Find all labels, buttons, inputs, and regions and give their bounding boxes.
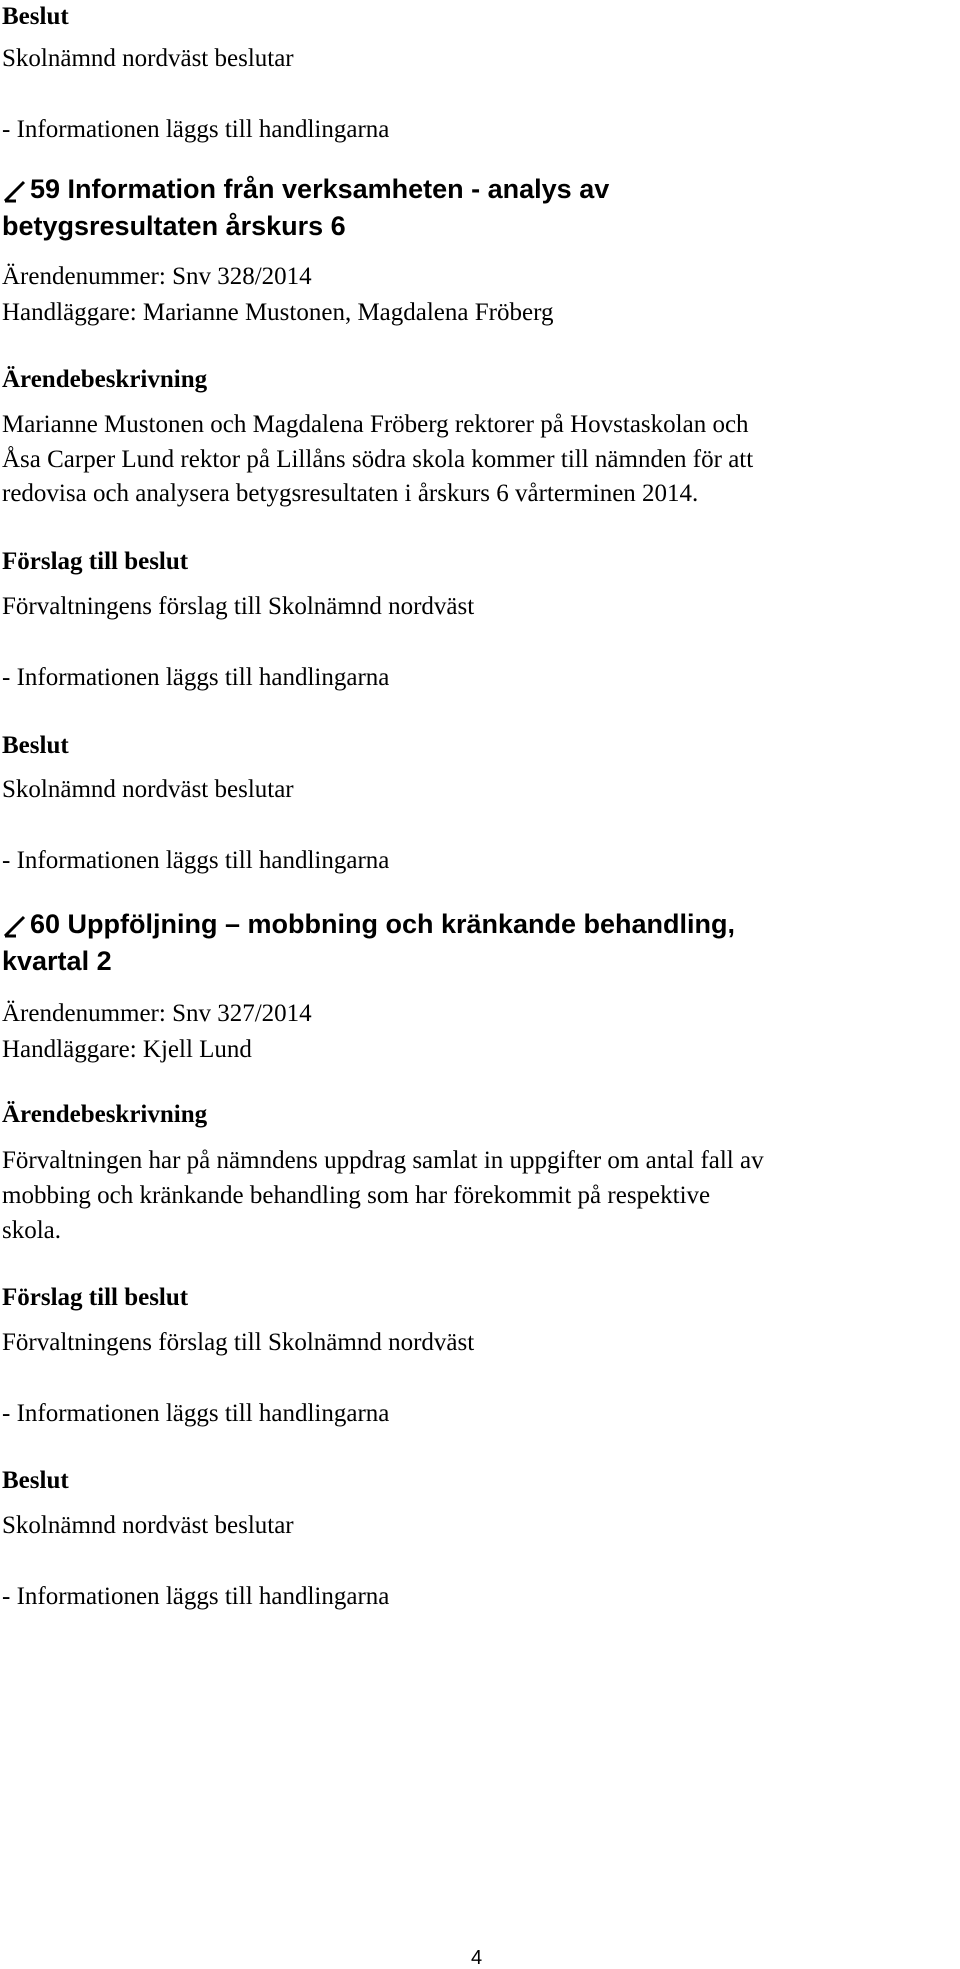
- item-59-proposal-text: Förvaltningens förslag till Skolnämnd nordväst: [2, 593, 475, 620]
- item-59-decision-heading: Beslut: [2, 732, 69, 759]
- item-60-handler: Handläggare: Kjell Lund: [2, 1036, 252, 1063]
- section-marker-icon: [2, 913, 28, 939]
- item-59-proposal-item: - Informationen läggs till handlingarna: [2, 664, 390, 691]
- item-60-description-heading: Ärendebeskrivning: [2, 1101, 208, 1128]
- item-60-description-line: Förvaltningen har på nämndens uppdrag samlat in uppgifter om antal fall av: [2, 1147, 764, 1174]
- item-60-title-continued: kvartal 2: [2, 946, 112, 976]
- item-60-description-line: mobbing och kränkande behandling som har förekommit på respektive: [2, 1182, 711, 1209]
- decision-text: Skolnämnd nordväst beslutar: [2, 45, 294, 72]
- item-59-case-number: Ärendenummer: Snv 328/2014: [2, 263, 312, 290]
- item-59-title-continued: betygsresultaten årskurs 6: [2, 211, 346, 241]
- item-60-proposal-heading: Förslag till beslut: [2, 1284, 189, 1311]
- item-60-case-number: Ärendenummer: Snv 327/2014: [2, 1000, 312, 1027]
- item-60-proposal-item: - Informationen läggs till handlingarna: [2, 1400, 390, 1427]
- item-59-title: 59 Information från verksamheten - analys av: [30, 174, 610, 204]
- item-59-handler: Handläggare: Marianne Mustonen, Magdalena Fröberg: [2, 299, 554, 326]
- item-59-description-line: Åsa Carper Lund rektor på Lillåns södra skola kommer till nämnden för att: [2, 446, 754, 473]
- item-60-title: 60 Uppföljning – mobbning och kränkande behandling,: [30, 909, 736, 939]
- section-marker-icon: [2, 178, 28, 204]
- item-60-decision-item: - Informationen läggs till handlingarna: [2, 1583, 390, 1610]
- item-59-decision-item: - Informationen läggs till handlingarna: [2, 847, 390, 874]
- item-59-description-heading: Ärendebeskrivning: [2, 366, 208, 393]
- item-59-proposal-heading: Förslag till beslut: [2, 548, 189, 575]
- page-number: 4: [471, 1947, 483, 1969]
- decision-item: - Informationen läggs till handlingarna: [2, 116, 390, 143]
- item-60-decision-text: Skolnämnd nordväst beslutar: [2, 1512, 294, 1539]
- decision-heading: Beslut: [2, 3, 69, 30]
- item-59-description-line: redovisa och analysera betygsresultaten i årskurs 6 vårterminen 2014.: [2, 480, 699, 507]
- item-59-description-line: Marianne Mustonen och Magdalena Fröberg rektorer på Hovstaskolan och: [2, 411, 749, 438]
- item-60-decision-heading: Beslut: [2, 1467, 69, 1494]
- item-60-proposal-text: Förvaltningens förslag till Skolnämnd nordväst: [2, 1329, 475, 1356]
- item-60-description-line: skola.: [2, 1217, 62, 1244]
- item-59-decision-text: Skolnämnd nordväst beslutar: [2, 776, 294, 803]
